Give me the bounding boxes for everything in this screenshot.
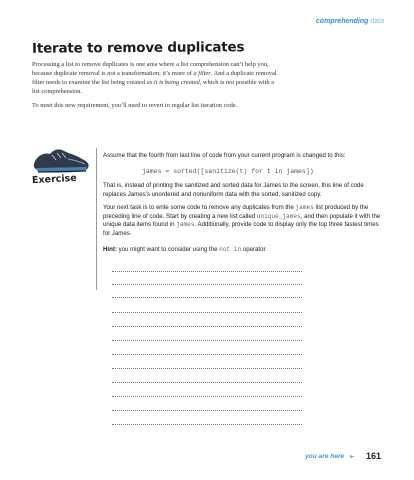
running-head [316,18,384,25]
page-title: Iterate to remove duplicates [31,39,245,57]
intro-emphasis-created: as it is being created [146,79,200,87]
intro-text: , which is not possible with a list comprehension. [32,79,275,96]
exercise-text: . Additionally, provide code to display only the top three fastest times for James. [103,221,379,238]
intro-paragraph-1 [32,60,280,96]
exercise-paragraph-2 [103,204,381,239]
footer-arrow-icon: ► [350,453,355,460]
answer-line[interactable] [112,340,302,341]
answer-line[interactable] [112,284,302,285]
answer-line[interactable] [112,368,302,369]
inline-code: james [295,204,314,211]
hint-label: Hint: [103,246,117,253]
answer-line[interactable] [112,297,302,298]
inline-code: unique_james [256,212,301,220]
inline-code: james [176,221,195,229]
exercise-text: , and then populate it with the unique data items found in [103,212,381,229]
running-head-topic: data [370,18,384,25]
exercise-paragraph-1: That is, instead of printing the sanitized and sorted data for James to the screen, this line of code replaces James’s unordered and nonuniform data with the sorted, sanitized copy. [103,182,364,198]
footer-you-are-here: you are here [305,453,345,460]
exercise-code-line: james = sorted([sanitize(t) for t in james]) [142,168,314,175]
exercise-text: operator. [241,246,267,253]
intro-emphasis-not: not [107,70,116,78]
answer-line[interactable] [112,271,302,272]
inline-code: not in [219,246,242,253]
exercise-label: Exercise [31,172,77,187]
running-shoe-icon [30,146,92,176]
exercise-assume-text: Assume that the fourth from last line of code from your current program is changed to this: [103,152,346,159]
answer-line[interactable] [112,424,302,425]
answer-line[interactable] [112,312,302,313]
answer-line[interactable] [112,382,302,383]
answer-line[interactable] [112,410,302,411]
exercise-divider [96,148,97,290]
intro-text: a transformation; it’s more of [115,70,194,78]
intro-emphasis-filter: a filter [193,70,211,78]
exercise-text: list produced by the preceding line of code. Start by creating a new list called [103,204,369,220]
intro-text: . And a duplicate removal filter needs to examine the list being created [32,70,277,87]
exercise-hint [103,246,381,255]
answer-line[interactable] [112,326,302,327]
answer-line[interactable] [112,354,302,355]
page-number: 161 [366,451,382,461]
running-head-chapter: comprehending [315,18,369,25]
intro-paragraph-2: To meet this new requirement, you’ll need to revert to regular list iteration code. [32,102,238,109]
answer-line[interactable] [112,396,302,397]
exercise-text: you might want to consider using the [116,246,220,253]
exercise-text: Your next task is to write some code to remove any duplicates from the [103,204,296,211]
intro-text: Processing a list to remove duplicates is one area where a list comprehension can’t help you, because duplicate removal is [32,61,269,78]
